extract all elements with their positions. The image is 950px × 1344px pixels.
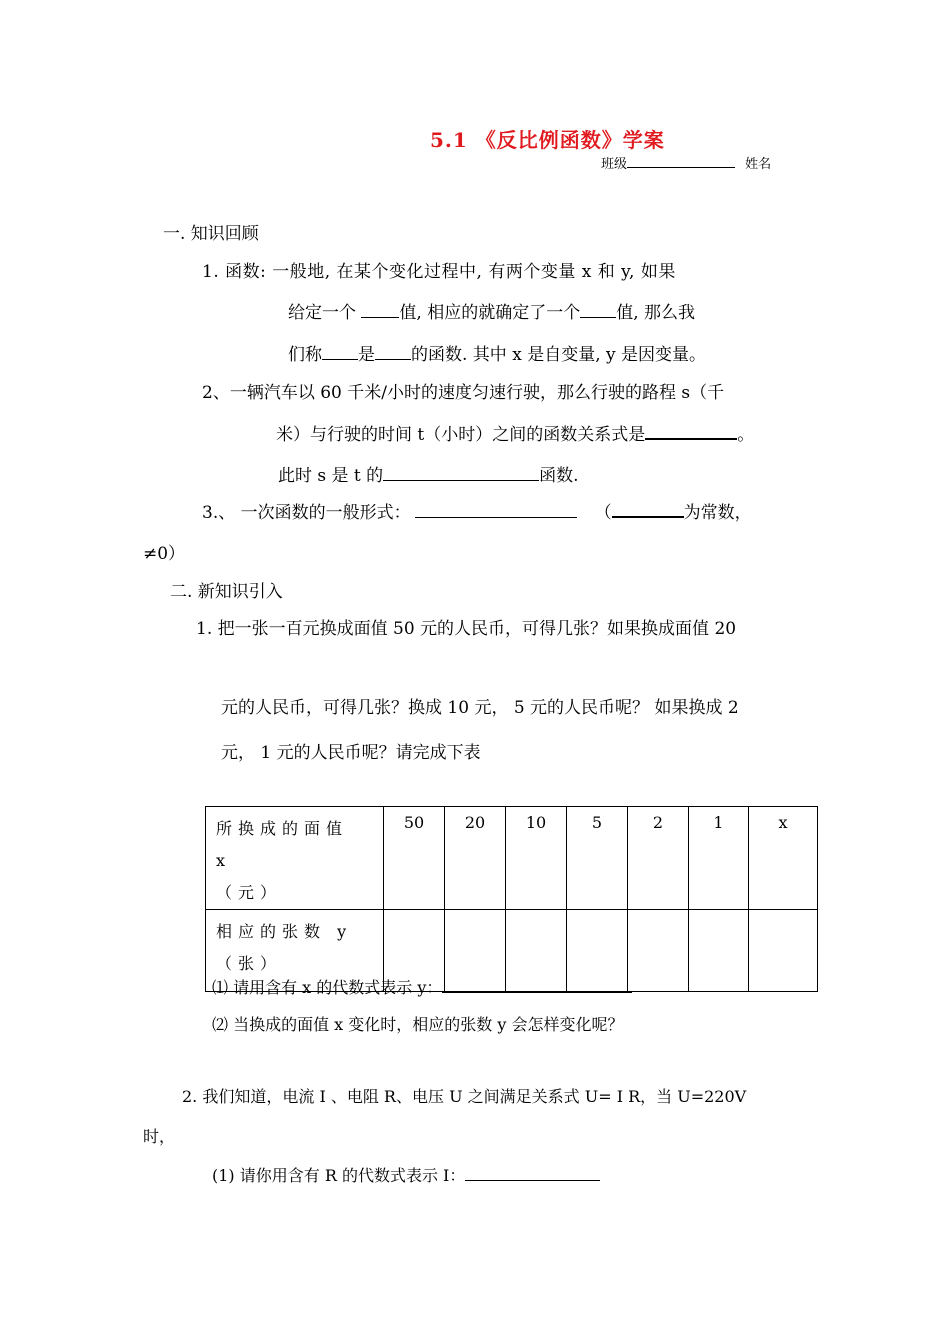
s2-q2-sub1 <box>212 1163 600 1186</box>
name-label: 姓名 <box>745 157 772 172</box>
row1-header-line2: （元） <box>216 883 283 902</box>
s2-sub1-blank[interactable] <box>442 975 632 993</box>
q1-line2 <box>288 298 695 323</box>
q2-line2-text-a: 米）与行驶的时间 t（小时）之间的函数关系式是 <box>276 425 646 445</box>
s2-q1-line1: 1. 把一张一百元换成面值 50 元的人民币，可得几张？如果换成面值 20 <box>196 619 737 639</box>
table-cell: x <box>749 807 818 910</box>
row2-header-line2: （张） <box>216 954 283 973</box>
page-title: 5.1 《反比例函数》学案 <box>430 128 665 152</box>
section1-heading: 一. 知识回顾 <box>163 224 259 244</box>
q3-line1-text-b: （ <box>594 503 612 523</box>
q1-line3-text-c: 的函数. 其中 x 是自变量, y 是因变量。 <box>411 345 707 365</box>
q1-blank-2[interactable] <box>580 300 616 318</box>
value-table <box>205 806 818 992</box>
table-cell: 2 <box>628 807 689 910</box>
q2-line1: 2、一辆汽车以 60 千米/小时的速度匀速行驶，那么行驶的路程 s（千 <box>202 383 725 403</box>
q3-blank-1[interactable] <box>415 500 577 518</box>
q2-line3-text-a: 此时 s 是 t 的 <box>278 466 384 486</box>
q3-line1-text-a: 3.、 一次函数的一般形式： <box>202 503 411 523</box>
q1-line3-text-a: 们称 <box>288 345 322 365</box>
table-cell: 50 <box>384 807 445 910</box>
q3-line1 <box>202 498 752 523</box>
s2-sub1-text: ⑴ 请用含有 x 的代数式表示 y： <box>212 978 443 997</box>
q1-blank-4[interactable] <box>375 342 411 360</box>
s2-q1-line2: 元的人民币，可得几张？换成 10 元， 5 元的人民币呢？ 如果换成 2 <box>221 698 739 718</box>
table-cell: 5 <box>567 807 628 910</box>
q1-blank-3[interactable] <box>322 342 358 360</box>
q3-line2: ≠0） <box>143 544 186 564</box>
table-row <box>206 807 818 910</box>
class-name-line <box>601 153 771 172</box>
s2-q2-sub1-text: (1) 请你用含有 R 的代数式表示 I： <box>212 1166 466 1185</box>
table-cell: 20 <box>445 807 506 910</box>
q3-blank-2[interactable] <box>612 499 684 518</box>
q2-line3 <box>278 461 579 486</box>
s2-sub2: ⑵ 当换成的面值 x 变化时，相应的张数 y 会怎样变化呢？ <box>212 1015 624 1034</box>
table-cell: 1 <box>689 807 749 910</box>
s2-sub1 <box>212 975 632 998</box>
class-label: 班级 <box>601 157 628 172</box>
s2-q2-line2: 时， <box>143 1127 176 1146</box>
s2-q2-sub1-blank[interactable] <box>465 1163 600 1181</box>
q1-blank-1[interactable] <box>361 300 399 318</box>
row1-header-line1: 所换成的面值 x <box>216 819 349 870</box>
q1-line2-text-b: 值, 相应的就确定了一个 <box>399 303 581 323</box>
row2-header-line1: 相应的张数 y <box>216 922 353 941</box>
q1-line3 <box>288 340 706 365</box>
q1-line3-text-b: 是 <box>358 345 375 365</box>
table-cell-empty[interactable] <box>628 910 689 992</box>
s2-q1-line3: 元， 1 元的人民币呢？请完成下表 <box>221 743 481 763</box>
q2-line2 <box>276 420 754 445</box>
q2-line2-text-b: 。 <box>737 425 755 445</box>
s2-q2-line1: 2. 我们知道，电流 I 、电阻 R、电压 U 之间满足关系式 U= I R，当 U=220V <box>182 1087 747 1106</box>
table-cell: 10 <box>506 807 567 910</box>
row1-header <box>206 807 384 910</box>
table-cell-empty[interactable] <box>689 910 749 992</box>
q2-blank-2[interactable] <box>383 463 539 481</box>
q1-line2-text-a: 给定一个 <box>288 303 362 323</box>
q2-blank-1[interactable] <box>645 421 737 440</box>
q3-line1-text-c: 为常数， <box>683 503 752 523</box>
q1-line2-text-c: 值, 那么我 <box>616 303 696 323</box>
section2-heading: 二. 新知识引入 <box>170 582 283 602</box>
q1-line1: 1. 函数: 一般地, 在某个变化过程中, 有两个变量 x 和 y, 如果 <box>202 262 676 282</box>
table-cell-empty[interactable] <box>749 910 818 992</box>
q2-line3-text-b: 函数. <box>539 466 579 486</box>
class-blank[interactable] <box>627 155 735 168</box>
